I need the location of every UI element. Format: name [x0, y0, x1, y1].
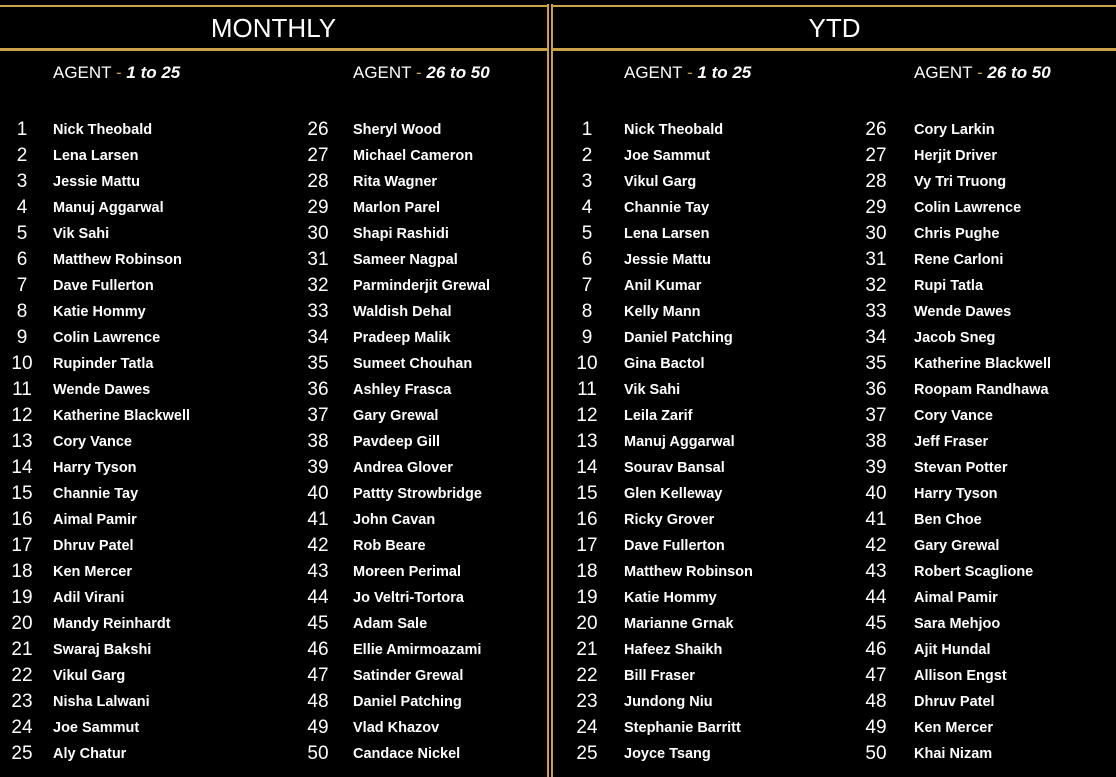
agent-name: Rupi Tatla: [914, 278, 984, 294]
rank-number: 44: [307, 587, 329, 608]
rank-number: 10: [576, 353, 598, 374]
rank-number: 9: [581, 327, 593, 348]
rank-number: 23: [11, 691, 33, 712]
agent-name: Ellie Amirmoazami: [353, 642, 482, 658]
rank-number: 46: [307, 639, 329, 660]
agent-name: Gary Grewal: [353, 408, 439, 424]
rank-number: 47: [865, 665, 887, 686]
rank-number: 33: [865, 301, 887, 322]
rank-number: 12: [11, 405, 33, 426]
rank-number: 30: [865, 223, 887, 244]
rank-number: 50: [865, 743, 887, 764]
rank-number: 28: [307, 171, 329, 192]
rank-number: 36: [865, 379, 887, 400]
rank-number: 48: [307, 691, 329, 712]
rank-number: 46: [865, 639, 887, 660]
agent-name: John Cavan: [353, 512, 436, 528]
rank-number: 22: [576, 665, 598, 686]
agent-name: Adil Virani: [53, 590, 125, 606]
agent-name: Roopam Randhawa: [914, 382, 1049, 398]
agent-name: Sara Mehjoo: [914, 616, 1001, 632]
agent-name: Sheryl Wood: [353, 122, 442, 138]
agent-name: Marlon Parel: [353, 200, 441, 216]
agent-name: Glen Kelleway: [624, 486, 723, 502]
agent-name: Colin Lawrence: [914, 200, 1022, 216]
agent-name: Waldish Dehal: [353, 304, 452, 320]
rank-number: 2: [16, 145, 28, 166]
agent-name: Rupinder Tatla: [53, 356, 154, 372]
agent-name: Aimal Pamir: [53, 512, 137, 528]
rank-number: 20: [576, 613, 598, 634]
rank-number: 16: [11, 509, 33, 530]
rank-number: 2: [581, 145, 593, 166]
rank-number: 13: [11, 431, 33, 452]
rank-number: 14: [11, 457, 33, 478]
rank-number: 43: [307, 561, 329, 582]
agent-name: Nick Theobald: [624, 122, 724, 138]
agent-name: Bill Fraser: [624, 668, 695, 684]
agent-name: Ken Mercer: [914, 720, 993, 736]
rank-number: 21: [576, 639, 598, 660]
agent-name: Wende Dawes: [914, 304, 1012, 320]
rank-number: 8: [581, 301, 593, 322]
agent-name: Katie Hommy: [624, 590, 717, 606]
agent-name: Katherine Blackwell: [914, 356, 1051, 372]
agent-name: Ajit Hundal: [914, 642, 991, 658]
rank-number: 3: [16, 171, 28, 192]
agent-name: Daniel Patching: [353, 694, 462, 710]
column-header-left: AGENT - 1 to 25: [624, 63, 752, 82]
rank-number: 19: [576, 587, 598, 608]
agent-name: Robert Scaglione: [914, 564, 1034, 580]
panel-title: MONTHLY: [210, 13, 337, 43]
rank-number: 37: [865, 405, 887, 426]
rank-number: 1: [581, 119, 593, 140]
agent-name: Harry Tyson: [53, 460, 137, 476]
rank-number: 12: [576, 405, 598, 426]
agent-name: Rita Wagner: [353, 174, 438, 190]
agent-name: Allison Engst: [914, 668, 1007, 684]
rank-number: 49: [307, 717, 329, 738]
rank-number: 48: [865, 691, 887, 712]
agent-name: Channie Tay: [624, 200, 710, 216]
agent-name: Joe Sammut: [624, 148, 711, 164]
agent-name: Nick Theobald: [53, 122, 153, 138]
agent-name: Lena Larsen: [624, 226, 710, 242]
rank-number: 9: [16, 327, 28, 348]
rank-number: 45: [865, 613, 887, 634]
header-top-rule: [0, 5, 547, 7]
rank-number: 5: [16, 223, 28, 244]
rank-number: 22: [11, 665, 33, 686]
rank-number: 25: [11, 743, 33, 764]
rank-number: 26: [865, 119, 887, 140]
panel-title: YTD: [808, 13, 861, 43]
ytd-panel: [553, 0, 1116, 777]
rank-number: 6: [16, 249, 28, 270]
agent-name: Kelly Mann: [624, 304, 701, 320]
rank-number: 36: [307, 379, 329, 400]
agent-name: Rob Beare: [353, 538, 426, 554]
agent-name: Jessie Mattu: [624, 252, 712, 268]
agent-name: Mandy Reinhardt: [53, 616, 171, 632]
rank-number: 35: [307, 353, 329, 374]
rank-number: 14: [576, 457, 598, 478]
rank-number: 15: [11, 483, 33, 504]
header-bottom-rule: [0, 48, 547, 51]
rank-number: 32: [865, 275, 887, 296]
agent-name: Channie Tay: [53, 486, 139, 502]
rank-number: 40: [307, 483, 329, 504]
agent-name: Dhruv Patel: [53, 538, 134, 554]
rank-number: 42: [865, 535, 887, 556]
agent-name: Jessie Mattu: [53, 174, 141, 190]
agent-name: Leila Zarif: [624, 408, 693, 424]
agent-name: Adam Sale: [353, 616, 428, 632]
rank-number: 28: [865, 171, 887, 192]
rank-number: 40: [865, 483, 887, 504]
agent-name: Vik Sahi: [624, 382, 681, 398]
agent-name: Jeff Fraser: [914, 434, 989, 450]
rank-number: 29: [307, 197, 329, 218]
rank-number: 19: [11, 587, 33, 608]
rank-number: 27: [307, 145, 329, 166]
rank-number: 3: [581, 171, 593, 192]
agent-name: Lena Larsen: [53, 148, 139, 164]
agent-name: Katie Hommy: [53, 304, 146, 320]
agent-name: Daniel Patching: [624, 330, 733, 346]
agent-name: Vikul Garg: [53, 668, 126, 684]
agent-name: Moreen Perimal: [353, 564, 461, 580]
rank-number: 21: [11, 639, 33, 660]
column-header-right: AGENT - 26 to 50: [353, 63, 490, 82]
rank-number: 43: [865, 561, 887, 582]
rank-number: 25: [576, 743, 598, 764]
agent-name: Satinder Grewal: [353, 668, 464, 684]
column-header-right: AGENT - 26 to 50: [914, 63, 1051, 82]
agent-name: Vlad Khazov: [353, 720, 440, 736]
agent-name: Aimal Pamir: [914, 590, 998, 606]
agent-name: Colin Lawrence: [53, 330, 161, 346]
agent-name: Sourav Bansal: [624, 460, 725, 476]
agent-name: Pavdeep Gill: [353, 434, 441, 450]
agent-name: Chris Pughe: [914, 226, 1000, 242]
rank-number: 18: [576, 561, 598, 582]
agent-name: Candace Nickel: [353, 746, 461, 762]
agent-name: Gary Grewal: [914, 538, 1000, 554]
agent-name: Ricky Grover: [624, 512, 715, 528]
rank-number: 44: [865, 587, 887, 608]
rank-number: 8: [16, 301, 28, 322]
agent-name: Dhruv Patel: [914, 694, 995, 710]
rank-number: 24: [11, 717, 33, 738]
agent-name: Katherine Blackwell: [53, 408, 190, 424]
rank-number: 16: [576, 509, 598, 530]
agent-name: Hafeez Shaikh: [624, 642, 723, 658]
rank-number: 11: [577, 379, 597, 400]
rank-number: 4: [16, 197, 28, 218]
agent-name: Manuj Aggarwal: [624, 434, 735, 450]
rank-number: 50: [307, 743, 329, 764]
agent-name: Jacob Sneg: [914, 330, 996, 346]
agent-name: Sameer Nagpal: [353, 252, 458, 268]
rank-number: 33: [307, 301, 329, 322]
rank-number: 31: [307, 249, 329, 270]
agent-name: Matthew Robinson: [53, 252, 182, 268]
rank-number: 39: [865, 457, 887, 478]
rank-number: 24: [576, 717, 598, 738]
rank-number: 47: [307, 665, 329, 686]
rank-number: 6: [581, 249, 593, 270]
rank-number: 26: [307, 119, 329, 140]
agent-name: Rene Carloni: [914, 252, 1004, 268]
agent-name: Sumeet Chouhan: [353, 356, 473, 372]
agent-name: Ben Choe: [914, 512, 982, 528]
rank-number: 27: [865, 145, 887, 166]
rank-number: 1: [16, 119, 28, 140]
rank-number: 10: [11, 353, 33, 374]
column-header-left: AGENT - 1 to 25: [53, 63, 181, 82]
agent-name: Vy Tri Truong: [914, 174, 1007, 190]
agent-name: Shapi Rashidi: [353, 226, 449, 242]
agent-name: Michael Cameron: [353, 148, 474, 164]
header-top-rule: [553, 5, 1116, 7]
agent-name: Joyce Tsang: [624, 746, 711, 762]
agent-name: Marianne Grnak: [624, 616, 734, 632]
agent-name: Gina Bactol: [624, 356, 705, 372]
rank-number: 38: [307, 431, 329, 452]
agent-name: Matthew Robinson: [624, 564, 753, 580]
agent-name: Dave Fullerton: [53, 278, 154, 294]
rank-number: 34: [865, 327, 887, 348]
agent-name: Ken Mercer: [53, 564, 132, 580]
rank-number: 7: [16, 275, 28, 296]
rank-number: 20: [11, 613, 33, 634]
rank-number: 29: [865, 197, 887, 218]
agent-name: Aly Chatur: [53, 746, 127, 762]
agent-name: Cory Larkin: [914, 122, 995, 138]
agent-name: Jundong Niu: [624, 694, 713, 710]
monthly-panel: [0, 0, 547, 777]
rank-number: 5: [581, 223, 593, 244]
agent-name: Pradeep Malik: [353, 330, 451, 346]
agent-name: Anil Kumar: [624, 278, 702, 294]
rank-number: 15: [576, 483, 598, 504]
rank-number: 41: [865, 509, 887, 530]
agent-name: Vikul Garg: [624, 174, 697, 190]
agent-name: Cory Vance: [914, 408, 993, 424]
rank-number: 35: [865, 353, 887, 374]
rank-number: 11: [12, 379, 32, 400]
rank-number: 42: [307, 535, 329, 556]
rank-number: 38: [865, 431, 887, 452]
agent-name: Wende Dawes: [53, 382, 151, 398]
rank-number: 31: [865, 249, 887, 270]
agent-name: Manuj Aggarwal: [53, 200, 164, 216]
rank-number: 4: [581, 197, 593, 218]
agent-name: Jo Veltri-Tortora: [353, 590, 464, 606]
rank-number: 17: [576, 535, 598, 556]
agent-name: Dave Fullerton: [624, 538, 725, 554]
agent-name: Swaraj Bakshi: [53, 642, 152, 658]
agent-name: Nisha Lalwani: [53, 694, 150, 710]
rank-number: 17: [11, 535, 33, 556]
agent-name: Ashley Frasca: [353, 382, 452, 398]
rank-number: 32: [307, 275, 329, 296]
agent-name: Parminderjit Grewal: [353, 278, 490, 294]
agent-name: Stevan Potter: [914, 460, 1008, 476]
agent-name: Joe Sammut: [53, 720, 140, 736]
agent-name: Stephanie Barritt: [624, 720, 741, 736]
agent-name: Vik Sahi: [53, 226, 110, 242]
rank-number: 41: [307, 509, 329, 530]
agent-name: Cory Vance: [53, 434, 132, 450]
agent-name: Harry Tyson: [914, 486, 998, 502]
header-bottom-rule: [553, 48, 1116, 51]
rank-number: 18: [11, 561, 33, 582]
rank-number: 49: [865, 717, 887, 738]
agent-name: Khai Nizam: [914, 746, 993, 762]
agent-name: Herjit Driver: [914, 148, 998, 164]
rank-number: 7: [581, 275, 593, 296]
rank-number: 13: [576, 431, 598, 452]
rank-number: 34: [307, 327, 329, 348]
agent-name: Pattty Strowbridge: [353, 486, 482, 502]
rank-number: 37: [307, 405, 329, 426]
rank-number: 45: [307, 613, 329, 634]
rank-number: 23: [576, 691, 598, 712]
agent-name: Andrea Glover: [353, 460, 453, 476]
rank-number: 39: [307, 457, 329, 478]
rank-number: 30: [307, 223, 329, 244]
